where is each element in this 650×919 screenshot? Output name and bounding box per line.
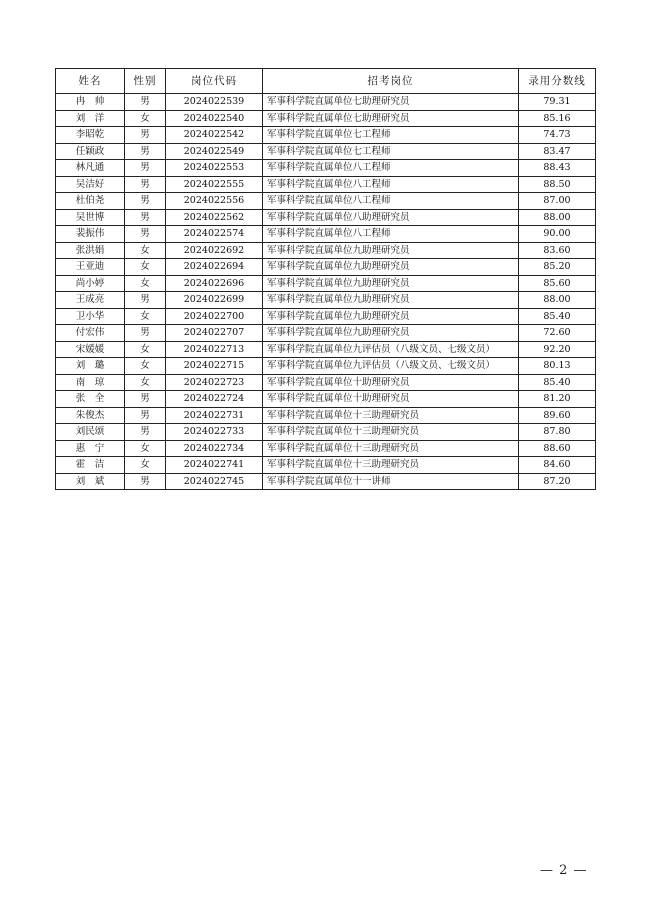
cell-admission-score: 88.00 <box>519 292 596 309</box>
cell-gender: 男 <box>125 424 166 441</box>
table-row <box>56 259 596 276</box>
admission-score-table <box>55 68 596 490</box>
cell-position-code: 2024022539 <box>166 94 263 111</box>
table-row <box>56 391 596 408</box>
cell-admission-score: 85.40 <box>519 374 596 391</box>
cell-name: 王成亮 <box>56 292 125 309</box>
cell-recruitment-position: 军事科学院直属单位十一讲师 <box>263 473 519 490</box>
cell-admission-score: 72.60 <box>519 325 596 342</box>
cell-position-code: 2024022724 <box>166 391 263 408</box>
cell-name: 宋媛媛 <box>56 341 125 358</box>
cell-admission-score: 74.73 <box>519 127 596 144</box>
cell-gender: 男 <box>125 325 166 342</box>
cell-gender: 女 <box>125 259 166 276</box>
cell-recruitment-position: 军事科学院直属单位十三助理研究员 <box>263 407 519 424</box>
cell-name: 王亚迪 <box>56 259 125 276</box>
cell-admission-score: 85.40 <box>519 308 596 325</box>
table-row <box>56 457 596 474</box>
cell-position-code: 2024022692 <box>166 242 263 259</box>
cell-recruitment-position: 军事科学院直属单位九助理研究员 <box>263 242 519 259</box>
cell-admission-score: 83.60 <box>519 242 596 259</box>
header-gender: 性别 <box>125 69 166 94</box>
cell-admission-score: 84.60 <box>519 457 596 474</box>
cell-gender: 女 <box>125 110 166 127</box>
cell-name: 刘民颂 <box>56 424 125 441</box>
cell-position-code: 2024022562 <box>166 209 263 226</box>
cell-admission-score: 85.20 <box>519 259 596 276</box>
cell-name: 惠 宁 <box>56 440 125 457</box>
cell-gender: 女 <box>125 242 166 259</box>
cell-gender: 女 <box>125 275 166 292</box>
table-row <box>56 308 596 325</box>
table-row <box>56 94 596 111</box>
cell-position-code: 2024022553 <box>166 160 263 177</box>
table-row <box>56 160 596 177</box>
cell-recruitment-position: 军事科学院直属单位八工程师 <box>263 226 519 243</box>
cell-name: 吴洁好 <box>56 176 125 193</box>
cell-position-code: 2024022733 <box>166 424 263 441</box>
cell-gender: 男 <box>125 391 166 408</box>
cell-admission-score: 88.50 <box>519 176 596 193</box>
cell-gender: 女 <box>125 440 166 457</box>
cell-gender: 女 <box>125 308 166 325</box>
cell-position-code: 2024022694 <box>166 259 263 276</box>
cell-gender: 女 <box>125 358 166 375</box>
cell-admission-score: 83.47 <box>519 143 596 160</box>
cell-admission-score: 81.20 <box>519 391 596 408</box>
table-row <box>56 358 596 375</box>
header-position-code: 岗位代码 <box>166 69 263 94</box>
table-row <box>56 127 596 144</box>
header-name: 姓名 <box>56 69 125 94</box>
cell-recruitment-position: 军事科学院直属单位七助理研究员 <box>263 94 519 111</box>
cell-name: 刘 洋 <box>56 110 125 127</box>
cell-position-code: 2024022540 <box>166 110 263 127</box>
table-row <box>56 440 596 457</box>
cell-name: 刘 璐 <box>56 358 125 375</box>
cell-admission-score: 87.80 <box>519 424 596 441</box>
table-row <box>56 143 596 160</box>
cell-gender: 男 <box>125 473 166 490</box>
cell-name: 霍 洁 <box>56 457 125 474</box>
cell-gender: 男 <box>125 127 166 144</box>
cell-recruitment-position: 军事科学院直属单位七工程师 <box>263 143 519 160</box>
cell-position-code: 2024022707 <box>166 325 263 342</box>
cell-recruitment-position: 军事科学院直属单位八工程师 <box>263 160 519 177</box>
cell-position-code: 2024022713 <box>166 341 263 358</box>
cell-gender: 男 <box>125 209 166 226</box>
table-row <box>56 407 596 424</box>
cell-name: 朱俊杰 <box>56 407 125 424</box>
cell-recruitment-position: 军事科学院直属单位八助理研究员 <box>263 209 519 226</box>
cell-gender: 男 <box>125 160 166 177</box>
cell-admission-score: 87.20 <box>519 473 596 490</box>
cell-recruitment-position: 军事科学院直属单位八工程师 <box>263 193 519 210</box>
cell-position-code: 2024022699 <box>166 292 263 309</box>
cell-gender: 男 <box>125 226 166 243</box>
cell-gender: 男 <box>125 176 166 193</box>
cell-admission-score: 79.31 <box>519 94 596 111</box>
cell-name: 任颖政 <box>56 143 125 160</box>
cell-name: 吴世博 <box>56 209 125 226</box>
table-row <box>56 209 596 226</box>
table-row <box>56 275 596 292</box>
cell-position-code: 2024022734 <box>166 440 263 457</box>
cell-recruitment-position: 军事科学院直属单位十三助理研究员 <box>263 457 519 474</box>
cell-recruitment-position: 军事科学院直属单位十三助理研究员 <box>263 440 519 457</box>
cell-position-code: 2024022700 <box>166 308 263 325</box>
cell-name: 刘 斌 <box>56 473 125 490</box>
cell-gender: 女 <box>125 374 166 391</box>
cell-gender: 女 <box>125 457 166 474</box>
cell-admission-score: 92.20 <box>519 341 596 358</box>
table-row <box>56 325 596 342</box>
table-row <box>56 176 596 193</box>
cell-position-code: 2024022549 <box>166 143 263 160</box>
cell-gender: 男 <box>125 94 166 111</box>
cell-admission-score: 89.60 <box>519 407 596 424</box>
cell-position-code: 2024022723 <box>166 374 263 391</box>
cell-name: 李昭乾 <box>56 127 125 144</box>
cell-name: 张 全 <box>56 391 125 408</box>
cell-recruitment-position: 军事科学院直属单位十助理研究员 <box>263 391 519 408</box>
table-row <box>56 242 596 259</box>
cell-recruitment-position: 军事科学院直属单位九助理研究员 <box>263 259 519 276</box>
cell-gender: 男 <box>125 143 166 160</box>
cell-name: 尚小婷 <box>56 275 125 292</box>
cell-name: 卫小华 <box>56 308 125 325</box>
cell-position-code: 2024022741 <box>166 457 263 474</box>
cell-recruitment-position: 军事科学院直属单位十助理研究员 <box>263 374 519 391</box>
cell-admission-score: 87.00 <box>519 193 596 210</box>
cell-position-code: 2024022745 <box>166 473 263 490</box>
cell-name: 杜伯尧 <box>56 193 125 210</box>
cell-position-code: 2024022731 <box>166 407 263 424</box>
cell-recruitment-position: 军事科学院直属单位八工程师 <box>263 176 519 193</box>
cell-admission-score: 88.43 <box>519 160 596 177</box>
cell-position-code: 2024022696 <box>166 275 263 292</box>
cell-name: 林凡通 <box>56 160 125 177</box>
cell-recruitment-position: 军事科学院直属单位九评估员（八级文员、七级文员） <box>263 358 519 375</box>
cell-gender: 男 <box>125 407 166 424</box>
cell-admission-score: 88.00 <box>519 209 596 226</box>
cell-admission-score: 88.60 <box>519 440 596 457</box>
table-row <box>56 193 596 210</box>
table-row <box>56 374 596 391</box>
cell-name: 张洪娟 <box>56 242 125 259</box>
table-header-row <box>56 69 596 94</box>
header-recruitment-position: 招考岗位 <box>263 69 519 94</box>
table-row <box>56 292 596 309</box>
cell-gender: 女 <box>125 341 166 358</box>
cell-position-code: 2024022556 <box>166 193 263 210</box>
cell-admission-score: 85.60 <box>519 275 596 292</box>
cell-name: 南 琼 <box>56 374 125 391</box>
cell-name: 裴振伟 <box>56 226 125 243</box>
table-row <box>56 341 596 358</box>
cell-recruitment-position: 军事科学院直属单位九助理研究员 <box>263 308 519 325</box>
cell-recruitment-position: 军事科学院直属单位七工程师 <box>263 127 519 144</box>
cell-recruitment-position: 军事科学院直属单位九助理研究员 <box>263 275 519 292</box>
cell-gender: 男 <box>125 292 166 309</box>
cell-admission-score: 80.13 <box>519 358 596 375</box>
table-row <box>56 424 596 441</box>
cell-recruitment-position: 军事科学院直属单位七助理研究员 <box>263 110 519 127</box>
cell-recruitment-position: 军事科学院直属单位九助理研究员 <box>263 325 519 342</box>
table-row <box>56 110 596 127</box>
cell-admission-score: 90.00 <box>519 226 596 243</box>
cell-admission-score: 85.16 <box>519 110 596 127</box>
cell-recruitment-position: 军事科学院直属单位九助理研究员 <box>263 292 519 309</box>
header-admission-score: 录用分数线 <box>519 69 596 94</box>
cell-position-code: 2024022715 <box>166 358 263 375</box>
cell-position-code: 2024022542 <box>166 127 263 144</box>
cell-name: 冉 帅 <box>56 94 125 111</box>
cell-position-code: 2024022555 <box>166 176 263 193</box>
page-number: — 2 — <box>540 863 588 878</box>
cell-name: 付宏伟 <box>56 325 125 342</box>
table-row <box>56 226 596 243</box>
cell-position-code: 2024022574 <box>166 226 263 243</box>
cell-recruitment-position: 军事科学院直属单位十三助理研究员 <box>263 424 519 441</box>
table-body <box>56 94 596 490</box>
cell-recruitment-position: 军事科学院直属单位九评估员（八级文员、七级文员） <box>263 341 519 358</box>
cell-gender: 男 <box>125 193 166 210</box>
table-row <box>56 473 596 490</box>
